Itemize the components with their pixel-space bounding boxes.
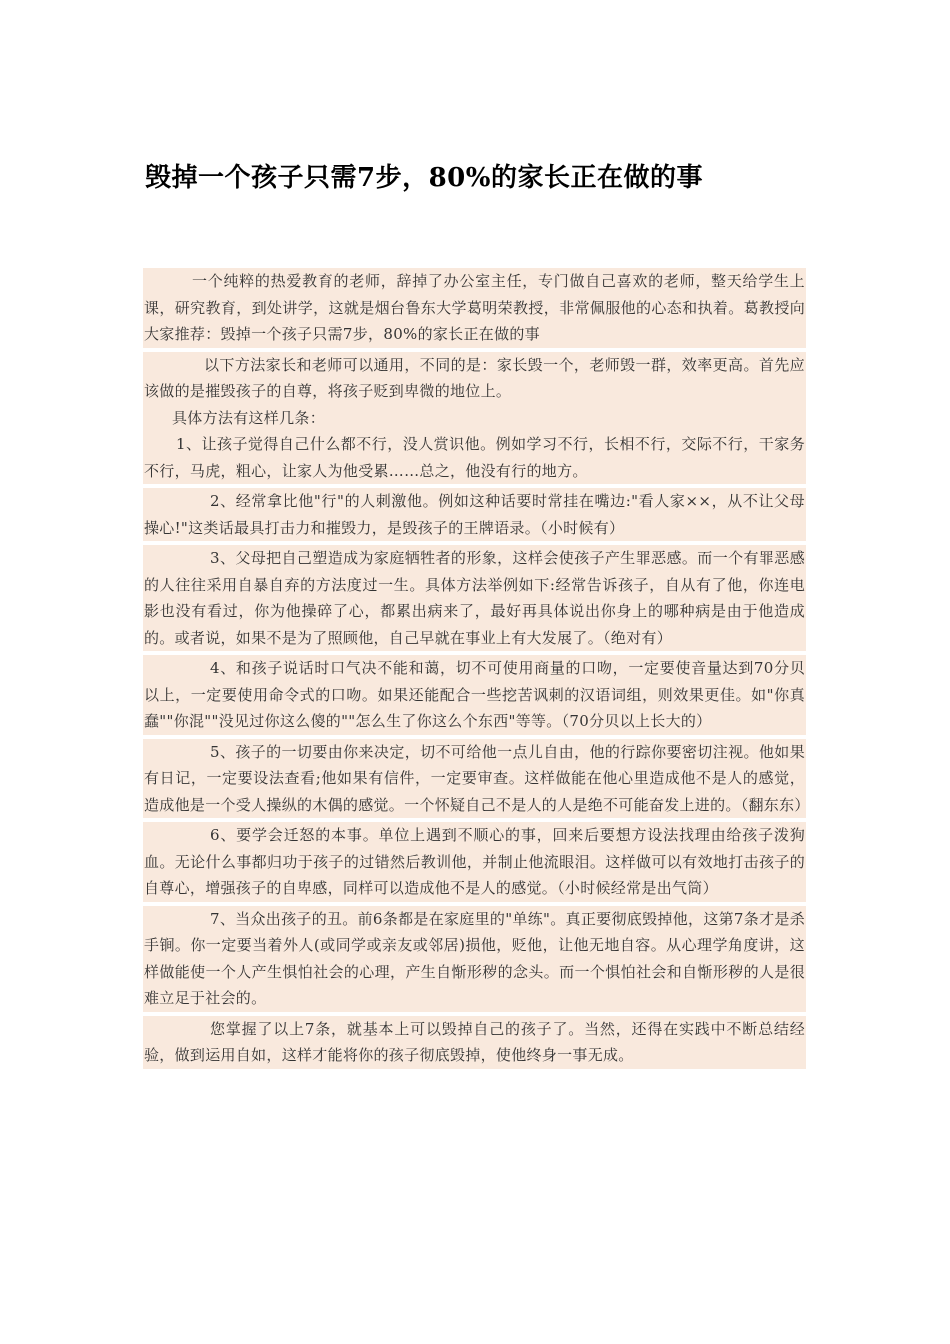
step-2-paragraph: 2、经常拿比他"行"的人刺激他。例如这种话要时常挂在嘴边:"看人家××，从不让父母操心!"这类话最具打击力和摧毁力，是毁孩子的王牌语录。（小时候有） bbox=[143, 488, 806, 541]
step-5-paragraph: 5、孩子的一切要由你来决定，切不可给他一点儿自由，他的行踪你要密切注视。他如果有日记，一定要设法查看;他如果有信件，一定要审查。这样做能在他心里造成他不是人的感觉，造成他是一个受人操纵的木偶的感觉。一个怀疑自己不是人的人是绝不可能奋发上进的。（翻东东） bbox=[143, 739, 806, 819]
method-overview-paragraph: 以下方法家长和老师可以通用，不同的是：家长毁一个，老师毁一群，效率更高。首先应该做的是摧毁孩子的自尊，将孩子贬到卑微的地位上。 bbox=[143, 352, 806, 405]
document-title: 毁掉一个孩子只需7步，80%的家长正在做的事 bbox=[145, 163, 703, 193]
step-1-paragraph: 1、让孩子觉得自己什么都不行，没人赏识他。例如学习不行，长相不行，交际不行，干家务不行，马虎，粗心，让家人为他受累……总之，他没有行的地方。 bbox=[143, 431, 806, 484]
article-body bbox=[143, 268, 810, 1069]
step-7-paragraph: 7、当众出孩子的丑。前6条都是在家庭里的"单练"。真正要彻底毁掉他，这第7条才是杀手锏。你一定要当着外人(或同学或亲友或邻居)损他，贬他，让他无地自容。从心理学角度讲，这样做能使一个人产生惧怕社会的心理，产生自惭形秽的念头。而一个惧怕社会和自惭形秽的人是很难立足于社会的。 bbox=[143, 906, 806, 1012]
conclusion-paragraph: 您掌握了以上7条，就基本上可以毁掉自己的孩子了。当然，还得在实践中不断总结经验，做到运用自如，这样才能将你的孩子彻底毁掉，使他终身一事无成。 bbox=[143, 1016, 806, 1069]
step-6-paragraph: 6、要学会迁怒的本事。单位上遇到不顺心的事，回来后要想方设法找理由给孩子泼狗血。无论什么事都归功于孩子的过错然后教训他，并制止他流眼泪。这样做可以有效地打击孩子的自尊心，增强孩子的自卑感，同样可以造成他不是人的感觉。（小时候经常是出气筒） bbox=[143, 822, 806, 902]
intro-paragraph: 一个纯粹的热爱教育的老师，辞掉了办公室主任，专门做自己喜欢的老师，整天给学生上课，研究教育，到处讲学，这就是烟台鲁东大学葛明荣教授，非常佩服他的心态和执着。葛教授向大家推荐：毁掉一个孩子只需7步，80%的家长正在做的事 bbox=[143, 268, 806, 348]
methods-lead-line: 具体方法有这样几条： bbox=[143, 405, 806, 432]
step-3-paragraph: 3、父母把自己塑造成为家庭牺牲者的形象，这样会使孩子产生罪恶感。而一个有罪恶感的人往往采用自暴自弃的方法度过一生。具体方法举例如下:经常告诉孩子，自从有了他，你连电影也没有看过，你为他操碎了心，都累出病来了，最好再具体说出你身上的哪种病是由于他造成的。或者说，如果不是为了照顾他，自己早就在事业上有大发展了。（绝对有） bbox=[143, 545, 806, 651]
step-4-paragraph: 4、和孩子说话时口气决不能和蔼，切不可使用商量的口吻，一定要使音量达到70分贝以上，一定要使用命令式的口吻。如果还能配合一些挖苦讽刺的汉语词组，则效果更佳。如"你真蠢""你混""没见过你这么傻的""怎么生了你这么个东西"等等。（70分贝以上长大的） bbox=[143, 655, 806, 735]
